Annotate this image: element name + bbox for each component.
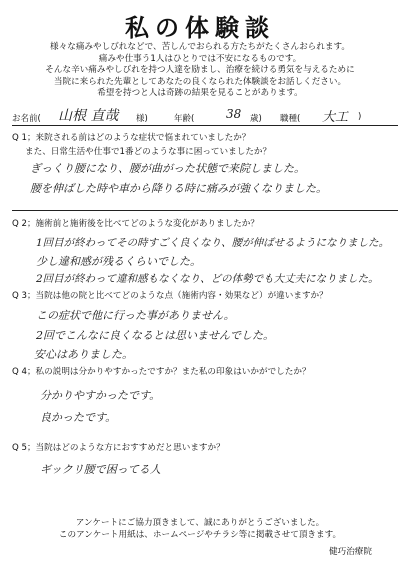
intro-line: そんな辛い痛みやしびれを持つ人達を励まし、治療を続ける勇気を与えるために	[45, 65, 355, 76]
profile-row	[12, 104, 398, 126]
answer-1-line-1: ぎっくり腰になり、腰が曲がった状態で来院しました。	[30, 162, 305, 175]
job-value: 大工	[322, 110, 349, 125]
intro-line: 痛みや仕事う1人はひとりでは不安になるものです。	[98, 53, 302, 64]
answer-3-line-1: この症状で他に行った事がありません。	[36, 309, 235, 322]
age-suffix: 歳)	[250, 114, 262, 124]
answer-5-line-1: ギックリ腰で困ってる人	[40, 463, 161, 476]
intro-line: 当院に来られた先輩としてあなたの良くなられた体験談をお話しください。	[53, 76, 347, 87]
question-2: Q 2；施術前と施術後を比べてどのような変化がありましたか？	[12, 219, 259, 229]
question-5: Q 5；当院はどのような方におすすめだと思いますか？	[12, 443, 225, 453]
job-suffix: )	[358, 112, 362, 122]
intro-line: 希望を持つと人は奇跡の結果を見ることがあります。	[97, 88, 303, 99]
question-1: Q 1；来院される前はどのような症状で悩まれていましたか？	[12, 133, 251, 143]
intro-text	[0, 42, 400, 100]
footer-line: アンケートにご協力頂きまして、誠にありがとうございました。	[75, 518, 325, 528]
answer-2-line-1: 1回目が終わってその時すごく良くなり、腰が伸ばせるようになりました。	[36, 237, 390, 249]
footer-text	[0, 518, 400, 541]
intro-line: 様々な痛みやしびれなどで、苦しんでおられる方たちがたくさんおられます。	[50, 42, 350, 52]
divider	[12, 210, 398, 211]
page-title: 私の体験談	[125, 14, 275, 42]
job-label: 職種(	[280, 114, 301, 124]
question-4: Q 4；私の説明は分かりやすかったですか？また私の印象はいかがでしたか？	[12, 367, 311, 377]
answer-4-line-2: 良かったです。	[40, 411, 117, 424]
question-3: Q 3；当院は他の院と比べてどのような点（施術内容・効果など）が違いますか？	[12, 291, 328, 301]
answer-2-line-3: 2回目が終わって違和感もなくなり、どの体勢でも大丈夫になりました。	[36, 273, 379, 285]
age-value: 38	[226, 107, 242, 121]
answer-4-line-1: 分かりやすかったです。	[40, 389, 161, 402]
clinic-name: 健巧治療院	[329, 547, 372, 557]
name-label: お名前(	[12, 114, 41, 124]
footer-line: このアンケート用紙は、ホームページやチラシ等に掲載させて頂きます。	[58, 529, 342, 540]
answer-3-line-3: 安心はありました。	[34, 348, 133, 361]
answer-1-line-2: 腰を伸ばした時や車から降りる時に痛みが強くなりました。	[30, 182, 327, 195]
question-1-sub: また、日常生活や仕事で1番どのような事に困っていましたか？	[25, 147, 272, 157]
name-suffix: 様)	[136, 114, 148, 124]
age-label: 年齢(	[174, 114, 195, 124]
answer-2-line-2: 少し違和感が残るくらいでした。	[36, 255, 201, 268]
name-value: 山根 直哉	[58, 108, 119, 124]
answer-3-line-2: 2回でこんなに良くなるとは思いませんでした。	[36, 329, 274, 342]
